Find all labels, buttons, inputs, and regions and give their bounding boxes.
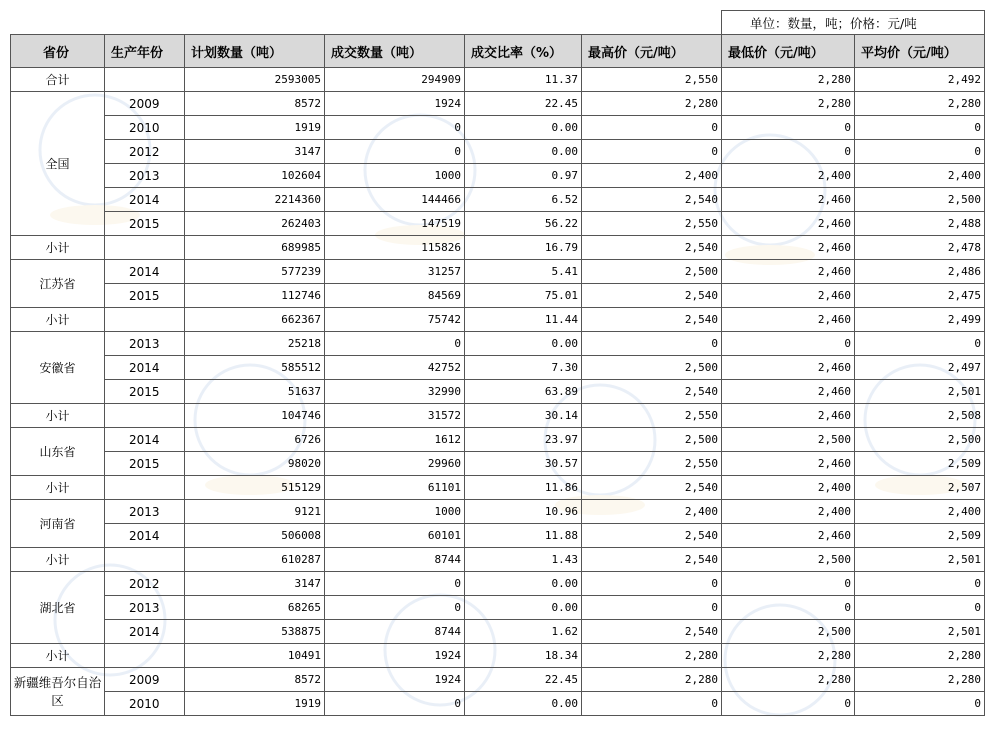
- year-cell: [105, 68, 185, 92]
- col-header-max-price: 最高价（元/吨）: [582, 35, 722, 68]
- year-cell: 2009: [105, 92, 185, 116]
- avg-price-cell: 2,501: [855, 548, 985, 572]
- col-header-min-price: 最低价（元/吨）: [722, 35, 855, 68]
- table-row: [11, 380, 985, 404]
- deal-cell: 0: [325, 332, 465, 356]
- deal-cell: 0: [325, 572, 465, 596]
- plan-cell: 577239: [185, 260, 325, 284]
- header-row: [11, 35, 985, 68]
- year-cell: 2014: [105, 524, 185, 548]
- col-header-year: 生产年份: [105, 35, 185, 68]
- plan-cell: 6726: [185, 428, 325, 452]
- plan-cell: 2214360: [185, 188, 325, 212]
- table-row: [11, 212, 985, 236]
- year-cell: 2009: [105, 668, 185, 692]
- ratio-cell: 30.57: [465, 452, 582, 476]
- min-price-cell: 0: [722, 140, 855, 164]
- plan-cell: 10491: [185, 644, 325, 668]
- min-price-cell: 0: [722, 116, 855, 140]
- plan-cell: 102604: [185, 164, 325, 188]
- ratio-cell: 0.00: [465, 572, 582, 596]
- unit-row-blank: [11, 11, 722, 35]
- avg-price-cell: 2,486: [855, 260, 985, 284]
- plan-cell: 538875: [185, 620, 325, 644]
- plan-cell: 506008: [185, 524, 325, 548]
- min-price-cell: 2,500: [722, 428, 855, 452]
- avg-price-cell: 0: [855, 332, 985, 356]
- year-cell: 2014: [105, 356, 185, 380]
- province-cell: 小计: [11, 308, 105, 332]
- col-header-deal: 成交数量（吨）: [325, 35, 465, 68]
- deal-cell: 75742: [325, 308, 465, 332]
- deal-cell: 115826: [325, 236, 465, 260]
- year-cell: 2015: [105, 380, 185, 404]
- max-price-cell: 2,500: [582, 428, 722, 452]
- table-row: [11, 284, 985, 308]
- plan-cell: 8572: [185, 92, 325, 116]
- table-row: [11, 524, 985, 548]
- avg-price-cell: 2,400: [855, 500, 985, 524]
- deal-cell: 32990: [325, 380, 465, 404]
- min-price-cell: 0: [722, 332, 855, 356]
- plan-cell: 2593005: [185, 68, 325, 92]
- year-cell: 2015: [105, 452, 185, 476]
- deal-cell: 0: [325, 116, 465, 140]
- min-price-cell: 2,460: [722, 260, 855, 284]
- year-cell: 2010: [105, 692, 185, 716]
- min-price-cell: 2,280: [722, 644, 855, 668]
- max-price-cell: 2,540: [582, 548, 722, 572]
- ratio-cell: 75.01: [465, 284, 582, 308]
- deal-cell: 31572: [325, 404, 465, 428]
- province-cell: 小计: [11, 644, 105, 668]
- max-price-cell: 2,550: [582, 404, 722, 428]
- table-row: [11, 356, 985, 380]
- avg-price-cell: 0: [855, 140, 985, 164]
- avg-price-cell: 2,400: [855, 164, 985, 188]
- deal-cell: 1924: [325, 668, 465, 692]
- min-price-cell: 0: [722, 572, 855, 596]
- deal-cell: 1612: [325, 428, 465, 452]
- ratio-cell: 1.62: [465, 620, 582, 644]
- min-price-cell: 2,460: [722, 452, 855, 476]
- min-price-cell: 2,500: [722, 620, 855, 644]
- col-header-avg-price: 平均价（元/吨）: [855, 35, 985, 68]
- max-price-cell: 2,400: [582, 500, 722, 524]
- min-price-cell: 2,460: [722, 188, 855, 212]
- deal-cell: 144466: [325, 188, 465, 212]
- province-cell: 河南省: [11, 500, 105, 548]
- ratio-cell: 23.97: [465, 428, 582, 452]
- province-cell: 山东省: [11, 428, 105, 476]
- avg-price-cell: 2,508: [855, 404, 985, 428]
- plan-cell: 585512: [185, 356, 325, 380]
- avg-price-cell: 0: [855, 572, 985, 596]
- deal-cell: 147519: [325, 212, 465, 236]
- deal-cell: 61101: [325, 476, 465, 500]
- col-header-plan: 计划数量（吨）: [185, 35, 325, 68]
- year-cell: 2013: [105, 596, 185, 620]
- year-cell: [105, 404, 185, 428]
- table-row: [11, 644, 985, 668]
- avg-price-cell: 2,509: [855, 524, 985, 548]
- province-cell: 湖北省: [11, 572, 105, 644]
- plan-cell: 689985: [185, 236, 325, 260]
- max-price-cell: 2,550: [582, 212, 722, 236]
- deal-cell: 0: [325, 140, 465, 164]
- max-price-cell: 0: [582, 692, 722, 716]
- plan-cell: 68265: [185, 596, 325, 620]
- deal-cell: 42752: [325, 356, 465, 380]
- max-price-cell: 2,540: [582, 620, 722, 644]
- avg-price-cell: 0: [855, 596, 985, 620]
- min-price-cell: 2,460: [722, 524, 855, 548]
- ratio-cell: 56.22: [465, 212, 582, 236]
- plan-cell: 1919: [185, 116, 325, 140]
- table-row: [11, 668, 985, 692]
- max-price-cell: 0: [582, 116, 722, 140]
- avg-price-cell: 2,475: [855, 284, 985, 308]
- year-cell: 2013: [105, 332, 185, 356]
- min-price-cell: 2,460: [722, 212, 855, 236]
- avg-price-cell: 0: [855, 692, 985, 716]
- ratio-cell: 11.88: [465, 524, 582, 548]
- table-row: [11, 236, 985, 260]
- table-row: [11, 68, 985, 92]
- max-price-cell: 0: [582, 596, 722, 620]
- avg-price-cell: 2,507: [855, 476, 985, 500]
- year-cell: 2014: [105, 188, 185, 212]
- province-cell: 小计: [11, 548, 105, 572]
- ratio-cell: 18.34: [465, 644, 582, 668]
- ratio-cell: 0.00: [465, 140, 582, 164]
- max-price-cell: 2,280: [582, 92, 722, 116]
- year-cell: 2014: [105, 428, 185, 452]
- min-price-cell: 2,280: [722, 668, 855, 692]
- max-price-cell: 0: [582, 140, 722, 164]
- avg-price-cell: 2,280: [855, 644, 985, 668]
- plan-cell: 515129: [185, 476, 325, 500]
- plan-cell: 1919: [185, 692, 325, 716]
- plan-cell: 662367: [185, 308, 325, 332]
- plan-cell: 3147: [185, 572, 325, 596]
- min-price-cell: 2,460: [722, 380, 855, 404]
- plan-cell: 3147: [185, 140, 325, 164]
- max-price-cell: 2,400: [582, 164, 722, 188]
- table-row: [11, 596, 985, 620]
- plan-cell: 610287: [185, 548, 325, 572]
- year-cell: 2014: [105, 620, 185, 644]
- min-price-cell: 0: [722, 692, 855, 716]
- col-header-ratio: 成交比率（%）: [465, 35, 582, 68]
- max-price-cell: 2,540: [582, 188, 722, 212]
- table-row: [11, 260, 985, 284]
- year-cell: 2010: [105, 116, 185, 140]
- min-price-cell: 2,280: [722, 92, 855, 116]
- plan-cell: 8572: [185, 668, 325, 692]
- ratio-cell: 5.41: [465, 260, 582, 284]
- deal-cell: 60101: [325, 524, 465, 548]
- avg-price-cell: 2,280: [855, 668, 985, 692]
- deal-cell: 8744: [325, 620, 465, 644]
- province-cell: 新疆维吾尔自治区: [11, 668, 105, 716]
- ratio-cell: 11.44: [465, 308, 582, 332]
- table-row: [11, 620, 985, 644]
- table-row: [11, 116, 985, 140]
- table-row: [11, 332, 985, 356]
- avg-price-cell: 2,499: [855, 308, 985, 332]
- max-price-cell: 2,540: [582, 284, 722, 308]
- min-price-cell: 2,460: [722, 308, 855, 332]
- year-cell: [105, 548, 185, 572]
- max-price-cell: 2,540: [582, 308, 722, 332]
- max-price-cell: 2,500: [582, 356, 722, 380]
- ratio-cell: 63.89: [465, 380, 582, 404]
- deal-cell: 294909: [325, 68, 465, 92]
- year-cell: 2015: [105, 212, 185, 236]
- min-price-cell: 2,460: [722, 284, 855, 308]
- ratio-cell: 22.45: [465, 668, 582, 692]
- avg-price-cell: 2,501: [855, 620, 985, 644]
- year-cell: 2012: [105, 140, 185, 164]
- min-price-cell: 2,460: [722, 356, 855, 380]
- min-price-cell: 2,400: [722, 476, 855, 500]
- min-price-cell: 2,460: [722, 404, 855, 428]
- ratio-cell: 0.00: [465, 332, 582, 356]
- plan-cell: 25218: [185, 332, 325, 356]
- trade-table: [10, 10, 985, 716]
- ratio-cell: 30.14: [465, 404, 582, 428]
- table-row: [11, 308, 985, 332]
- min-price-cell: 2,400: [722, 500, 855, 524]
- col-header-province: 省份: [11, 35, 105, 68]
- deal-cell: 1000: [325, 500, 465, 524]
- avg-price-cell: 2,280: [855, 92, 985, 116]
- ratio-cell: 10.96: [465, 500, 582, 524]
- max-price-cell: 2,540: [582, 380, 722, 404]
- ratio-cell: 11.86: [465, 476, 582, 500]
- year-cell: 2013: [105, 164, 185, 188]
- ratio-cell: 7.30: [465, 356, 582, 380]
- plan-cell: 262403: [185, 212, 325, 236]
- ratio-cell: 22.45: [465, 92, 582, 116]
- avg-price-cell: 0: [855, 116, 985, 140]
- avg-price-cell: 2,500: [855, 428, 985, 452]
- deal-cell: 84569: [325, 284, 465, 308]
- avg-price-cell: 2,478: [855, 236, 985, 260]
- max-price-cell: 2,540: [582, 524, 722, 548]
- max-price-cell: 2,550: [582, 452, 722, 476]
- max-price-cell: 2,280: [582, 644, 722, 668]
- province-cell: 小计: [11, 236, 105, 260]
- plan-cell: 98020: [185, 452, 325, 476]
- table-row: [11, 164, 985, 188]
- plan-cell: 9121: [185, 500, 325, 524]
- deal-cell: 1924: [325, 644, 465, 668]
- ratio-cell: 6.52: [465, 188, 582, 212]
- min-price-cell: 2,460: [722, 236, 855, 260]
- year-cell: [105, 644, 185, 668]
- plan-cell: 51637: [185, 380, 325, 404]
- year-cell: 2015: [105, 284, 185, 308]
- table-row: [11, 476, 985, 500]
- avg-price-cell: 2,500: [855, 188, 985, 212]
- ratio-cell: 0.00: [465, 116, 582, 140]
- avg-price-cell: 2,509: [855, 452, 985, 476]
- ratio-cell: 0.00: [465, 596, 582, 620]
- ratio-cell: 11.37: [465, 68, 582, 92]
- ratio-cell: 16.79: [465, 236, 582, 260]
- deal-cell: 0: [325, 692, 465, 716]
- table-row: [11, 428, 985, 452]
- unit-note: 单位：数量，吨；价格：元/吨: [722, 11, 985, 35]
- table-row: [11, 404, 985, 428]
- deal-cell: 1000: [325, 164, 465, 188]
- min-price-cell: 2,400: [722, 164, 855, 188]
- year-cell: [105, 476, 185, 500]
- year-cell: 2013: [105, 500, 185, 524]
- deal-cell: 8744: [325, 548, 465, 572]
- ratio-cell: 0.00: [465, 692, 582, 716]
- avg-price-cell: 2,488: [855, 212, 985, 236]
- deal-cell: 0: [325, 596, 465, 620]
- plan-cell: 112746: [185, 284, 325, 308]
- max-price-cell: 2,550: [582, 68, 722, 92]
- year-cell: 2014: [105, 260, 185, 284]
- max-price-cell: 2,540: [582, 476, 722, 500]
- province-cell: 江苏省: [11, 260, 105, 308]
- deal-cell: 1924: [325, 92, 465, 116]
- deal-cell: 29960: [325, 452, 465, 476]
- province-cell: 全国: [11, 92, 105, 236]
- max-price-cell: 2,280: [582, 668, 722, 692]
- province-cell: 安徽省: [11, 332, 105, 404]
- year-cell: [105, 236, 185, 260]
- avg-price-cell: 2,492: [855, 68, 985, 92]
- year-cell: 2012: [105, 572, 185, 596]
- province-cell: 小计: [11, 476, 105, 500]
- table-row: [11, 548, 985, 572]
- ratio-cell: 1.43: [465, 548, 582, 572]
- ratio-cell: 0.97: [465, 164, 582, 188]
- min-price-cell: 2,280: [722, 68, 855, 92]
- table-row: [11, 500, 985, 524]
- max-price-cell: 0: [582, 332, 722, 356]
- min-price-cell: 2,500: [722, 548, 855, 572]
- year-cell: [105, 308, 185, 332]
- plan-cell: 104746: [185, 404, 325, 428]
- avg-price-cell: 2,497: [855, 356, 985, 380]
- table-row: [11, 572, 985, 596]
- max-price-cell: 0: [582, 572, 722, 596]
- table-row: [11, 692, 985, 716]
- table-row: [11, 452, 985, 476]
- table-row: [11, 140, 985, 164]
- max-price-cell: 2,540: [582, 236, 722, 260]
- table-row: [11, 188, 985, 212]
- province-cell: 小计: [11, 404, 105, 428]
- table-row: [11, 92, 985, 116]
- deal-cell: 31257: [325, 260, 465, 284]
- province-cell: 合计: [11, 68, 105, 92]
- min-price-cell: 0: [722, 596, 855, 620]
- avg-price-cell: 2,501: [855, 380, 985, 404]
- max-price-cell: 2,500: [582, 260, 722, 284]
